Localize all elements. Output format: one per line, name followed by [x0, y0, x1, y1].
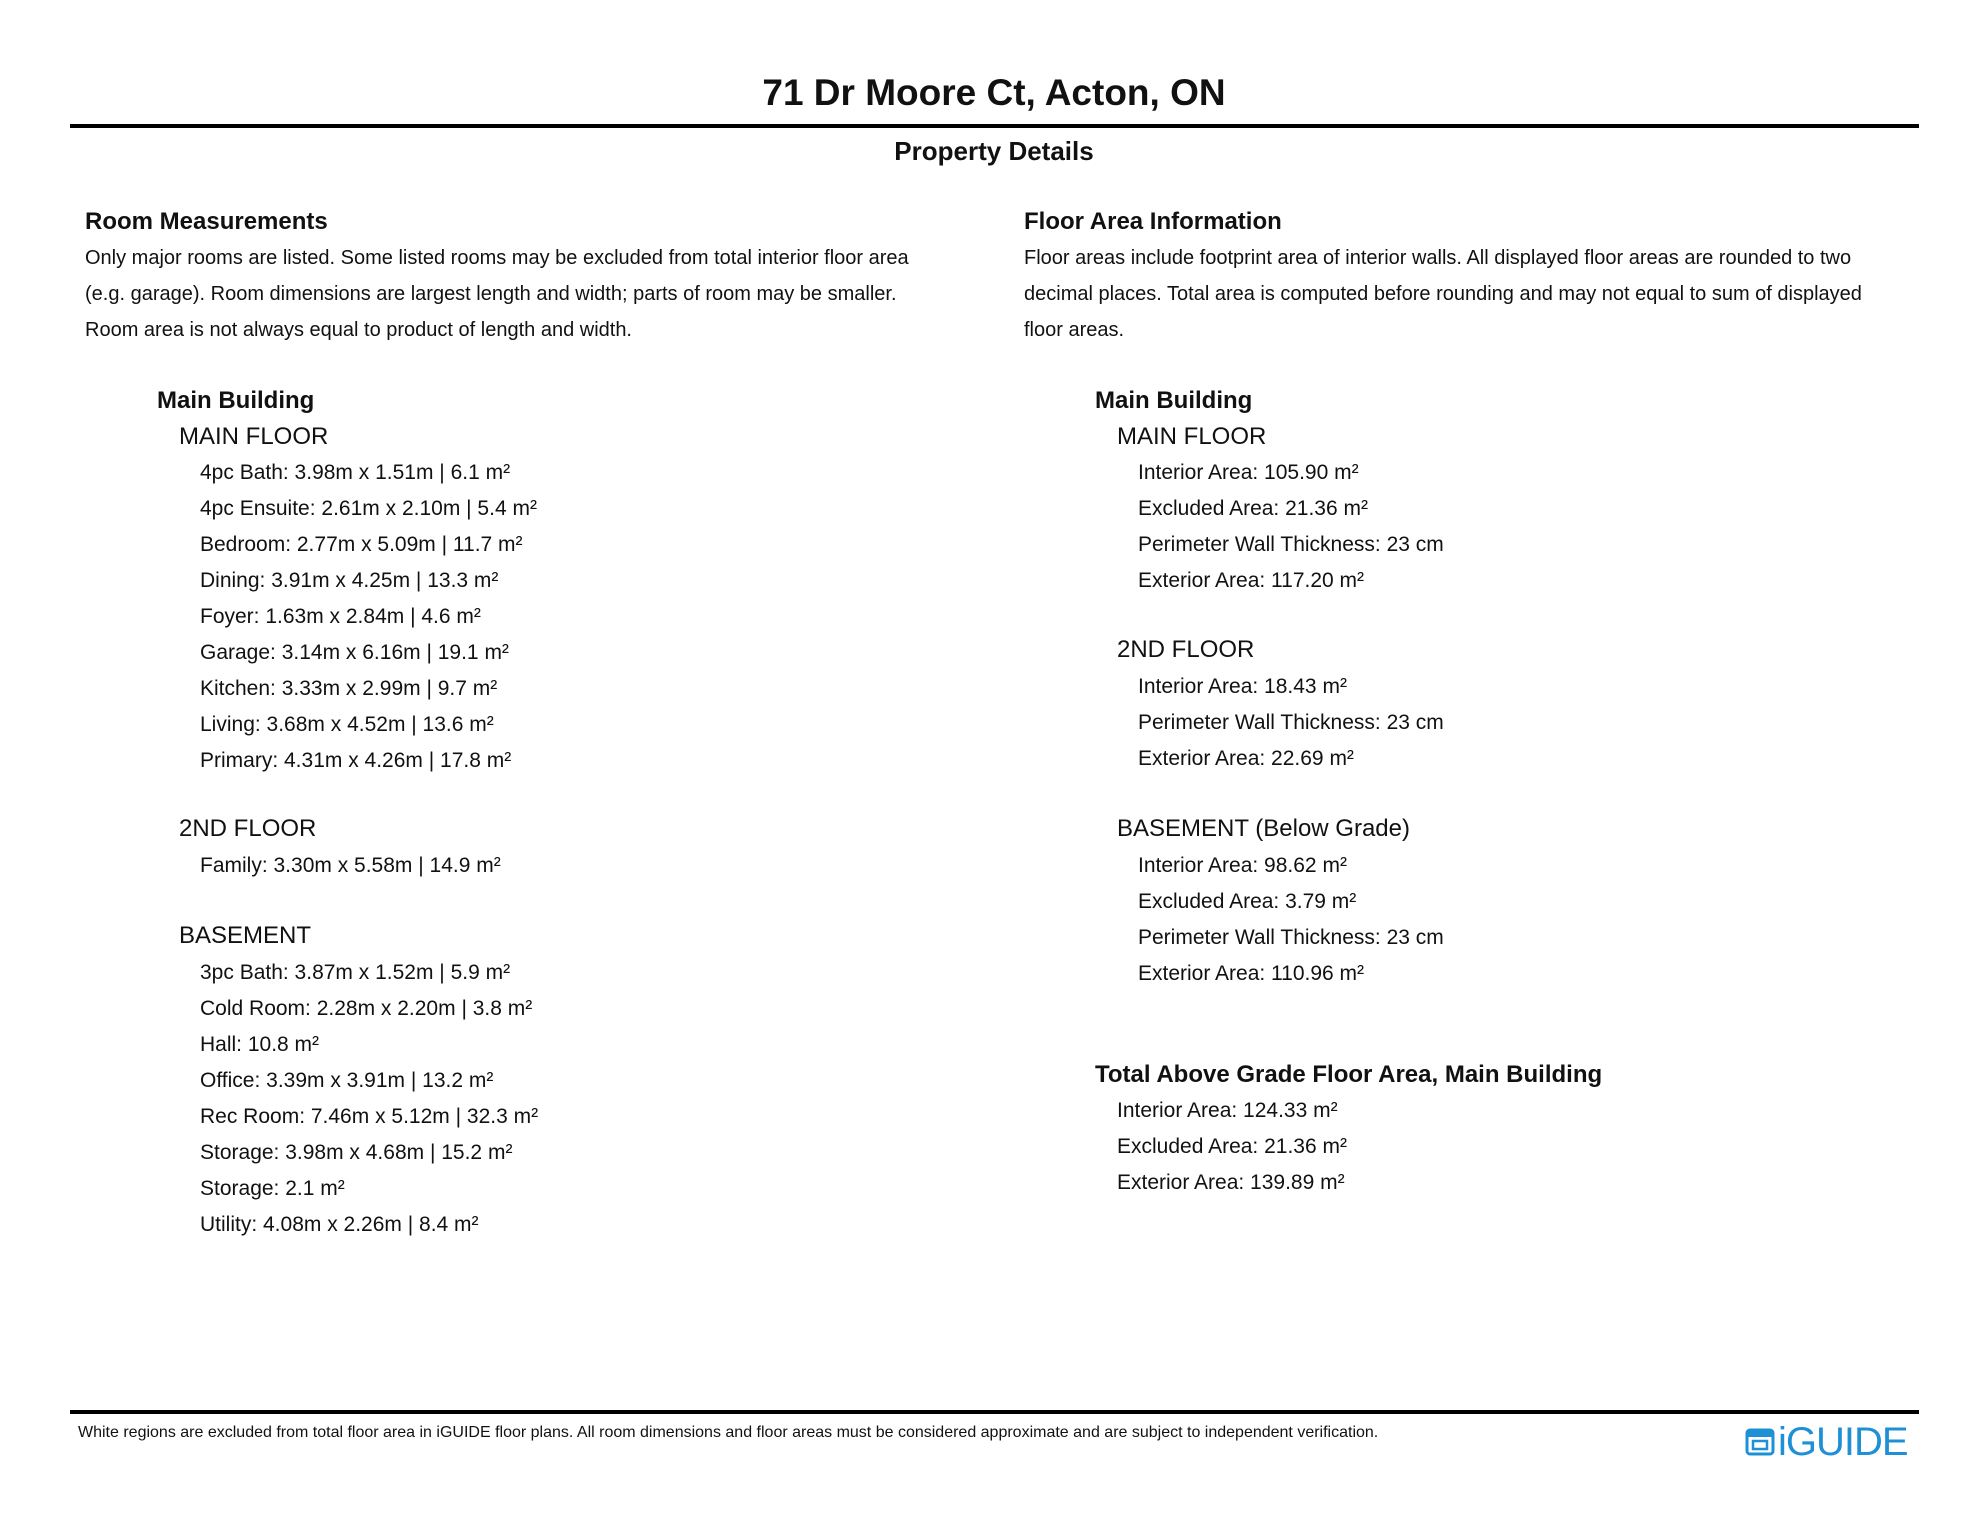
- floor-heading-2nd: 2ND FLOOR: [1117, 636, 1255, 663]
- area-item: Exterior Area: 117.20 m²: [1138, 569, 1365, 592]
- room-item: Primary: 4.31m x 4.26m | 17.8 m²: [200, 749, 512, 772]
- area-item: Interior Area: 98.62 m²: [1138, 854, 1347, 877]
- total-area-item: Interior Area: 124.33 m²: [1117, 1099, 1338, 1122]
- description-line: Floor areas include footprint area of interior walls. All displayed floor areas are rounded to two: [1024, 247, 1852, 269]
- page-subtitle: Property Details: [894, 136, 1094, 166]
- area-item: Excluded Area: 3.79 m²: [1138, 890, 1357, 913]
- room-item: Storage: 2.1 m²: [200, 1177, 345, 1200]
- area-item: Exterior Area: 110.96 m²: [1138, 962, 1365, 985]
- room-item: Utility: 4.08m x 2.26m | 8.4 m²: [200, 1213, 479, 1236]
- area-item: Interior Area: 18.43 m²: [1138, 675, 1347, 698]
- footer-divider: [70, 1410, 1919, 1414]
- room-item: 4pc Bath: 3.98m x 1.51m | 6.1 m²: [200, 461, 511, 484]
- room-item: 3pc Bath: 3.87m x 1.52m | 5.9 m²: [200, 961, 511, 984]
- iguide-logo: [1745, 1420, 1908, 1464]
- room-measurements-heading: Room Measurements: [85, 208, 328, 235]
- room-item: Family: 3.30m x 5.58m | 14.9 m²: [200, 854, 501, 877]
- room-item: Kitchen: 3.33m x 2.99m | 9.7 m²: [200, 677, 498, 700]
- room-item: Bedroom: 2.77m x 5.09m | 11.7 m²: [200, 533, 523, 556]
- building-heading: Main Building: [1095, 387, 1253, 414]
- header-divider: [70, 124, 1919, 128]
- room-item: Hall: 10.8 m²: [200, 1033, 320, 1056]
- floor-heading-basement: BASEMENT (Below Grade): [1117, 815, 1410, 842]
- page-title: 71 Dr Moore Ct, Acton, ON: [762, 72, 1226, 113]
- iguide-logo-text: iGUIDE: [1778, 1420, 1908, 1464]
- room-measurements-description: [85, 240, 909, 348]
- room-item: 4pc Ensuite: 2.61m x 2.10m | 5.4 m²: [200, 497, 537, 520]
- total-area-item: Exterior Area: 139.89 m²: [1117, 1171, 1345, 1194]
- room-item: Garage: 3.14m x 6.16m | 19.1 m²: [200, 641, 509, 664]
- area-item: Perimeter Wall Thickness: 23 cm: [1138, 926, 1444, 949]
- room-item: Rec Room: 7.46m x 5.12m | 32.3 m²: [200, 1105, 539, 1128]
- floor-heading-main: MAIN FLOOR: [179, 423, 329, 450]
- floor-heading-2nd: 2ND FLOOR: [179, 815, 317, 842]
- description-line: floor areas.: [1024, 319, 1125, 341]
- description-line: decimal places. Total area is computed before rounding and may not equal to sum of displayed: [1024, 283, 1862, 305]
- area-item: Excluded Area: 21.36 m²: [1138, 497, 1368, 520]
- floor-heading-basement: BASEMENT: [179, 922, 312, 949]
- floor-heading-main: MAIN FLOOR: [1117, 423, 1267, 450]
- description-line: Room area is not always equal to product of length and width.: [85, 319, 632, 341]
- iguide-logo-icon: [1745, 1427, 1775, 1457]
- room-item: Foyer: 1.63m x 2.84m | 4.6 m²: [200, 605, 481, 628]
- area-item: Perimeter Wall Thickness: 23 cm: [1138, 711, 1444, 734]
- room-item: Dining: 3.91m x 4.25m | 13.3 m²: [200, 569, 499, 592]
- area-item: Perimeter Wall Thickness: 23 cm: [1138, 533, 1444, 556]
- description-line: Only major rooms are listed. Some listed rooms may be excluded from total interior floor area: [85, 247, 909, 269]
- room-item: Office: 3.39m x 3.91m | 13.2 m²: [200, 1069, 494, 1092]
- room-item: Cold Room: 2.28m x 2.20m | 3.8 m²: [200, 997, 533, 1020]
- floor-area-description: [1024, 240, 1862, 348]
- floor-area-heading: Floor Area Information: [1024, 208, 1282, 235]
- footer-disclaimer: White regions are excluded from total floor area in iGUIDE floor plans. All room dimensions and floor areas must be considered approximate and are subject to independent verification.: [78, 1424, 1379, 1441]
- description-line: (e.g. garage). Room dimensions are largest length and width; parts of room may be smaller.: [85, 283, 897, 305]
- total-area-heading: Total Above Grade Floor Area, Main Building: [1095, 1061, 1603, 1088]
- area-item: Interior Area: 105.90 m²: [1138, 461, 1359, 484]
- building-heading: Main Building: [157, 387, 315, 414]
- room-item: Living: 3.68m x 4.52m | 13.6 m²: [200, 713, 494, 736]
- total-area-item: Excluded Area: 21.36 m²: [1117, 1135, 1347, 1158]
- room-item: Storage: 3.98m x 4.68m | 15.2 m²: [200, 1141, 513, 1164]
- area-item: Exterior Area: 22.69 m²: [1138, 747, 1354, 770]
